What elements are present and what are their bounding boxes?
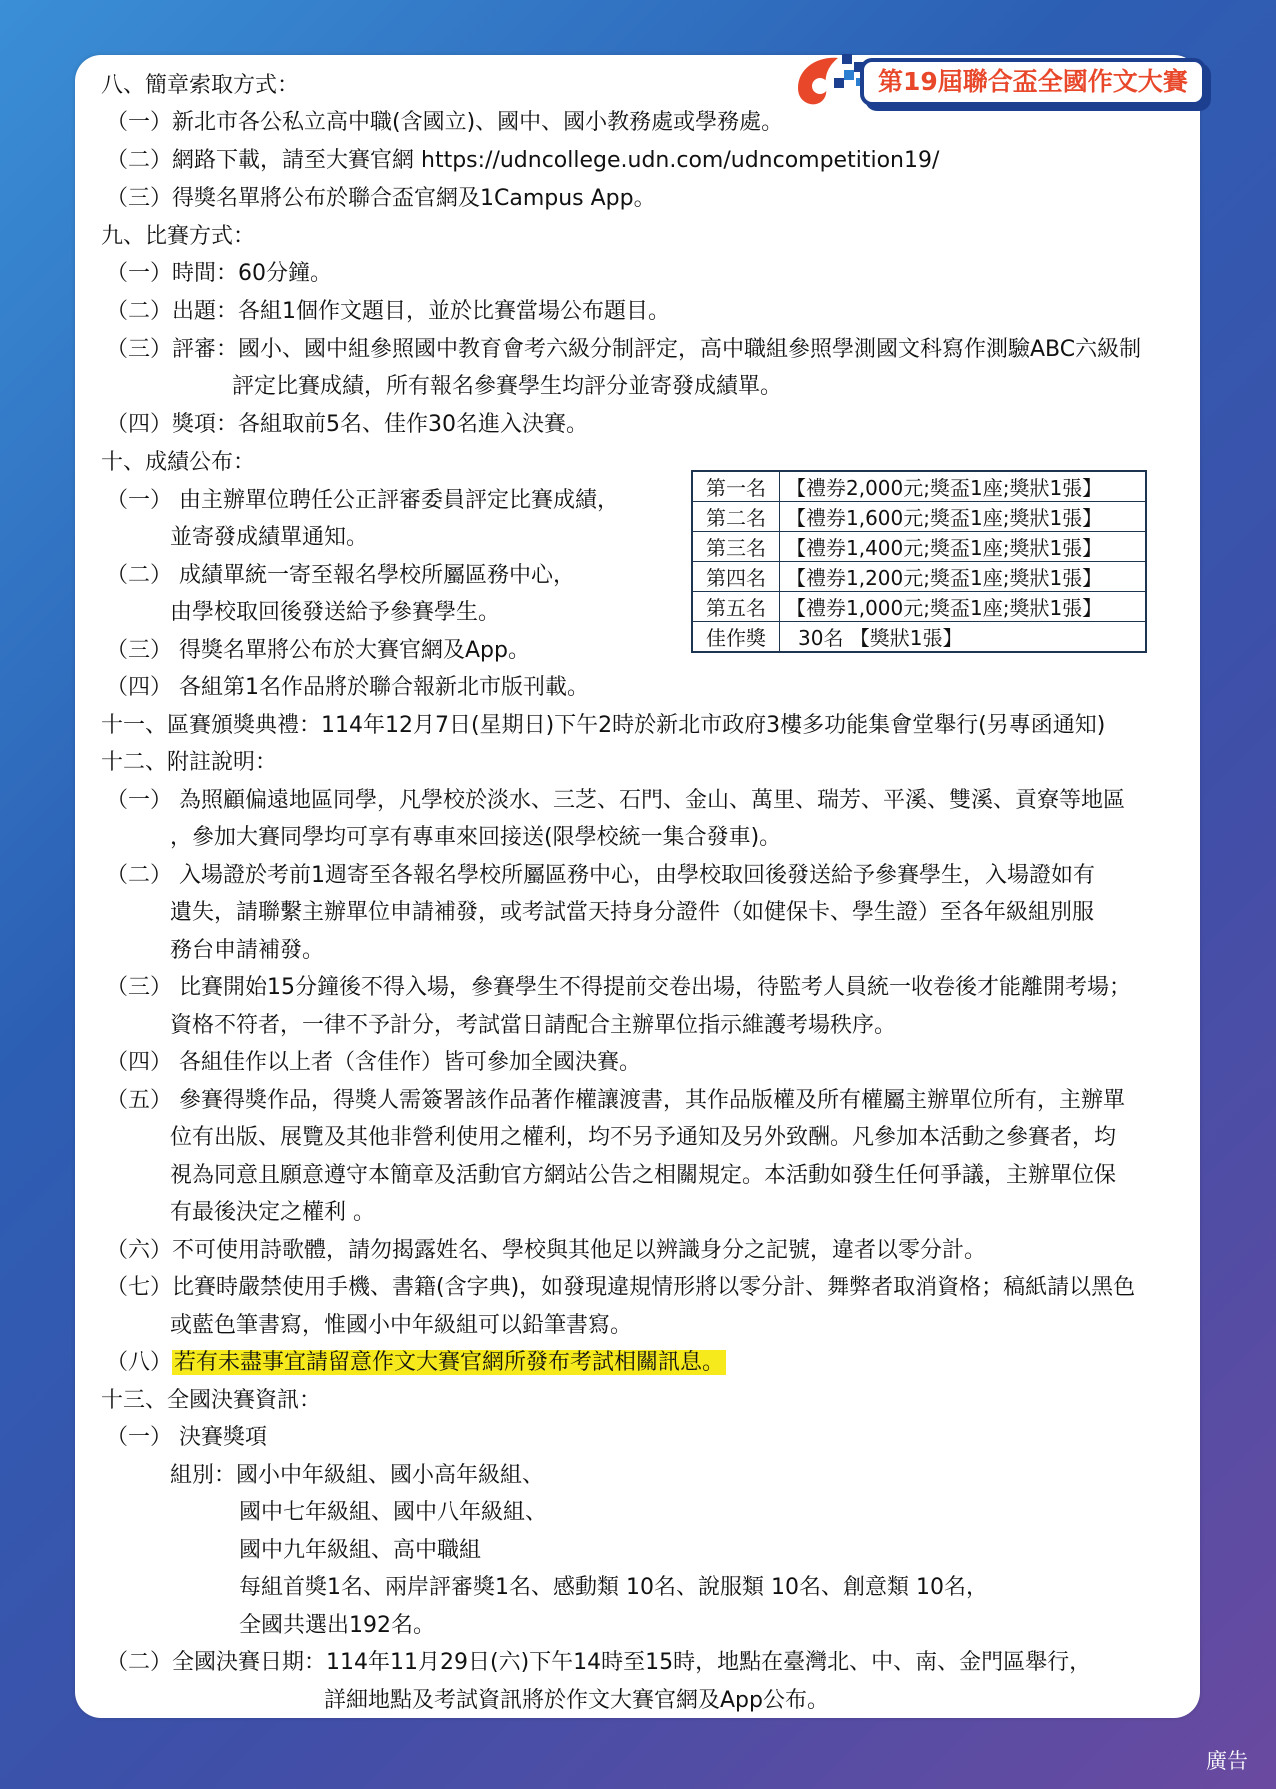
section-12-item-1-cont: ，參加大賽同學均可享有專車來回接送(限學校統一集合發車)。	[170, 825, 782, 850]
section-10-item-4: （四） 各組第1名作品將於聯合報新北市版刊載。	[106, 675, 589, 700]
table-row	[692, 471, 1146, 502]
section-12-heading: 十二、附註說明：	[101, 750, 278, 775]
section-10-item-1: （一） 由主辦單位聘任公正評審委員評定比賽成績，	[106, 488, 619, 513]
section-13-item-1: （一） 決賽獎項	[106, 1425, 267, 1450]
section-12-item-1: （一） 為照顧偏遠地區同學，凡學校於淡水、三芝、石門、金山、萬里、瑞芳、平溪、雙溪、貢寮等地區	[106, 788, 1125, 813]
final-prizes-line: 每組首獎1名、兩岸評審獎1名、感動類 10名、說服類 10名、創意類 10名，	[239, 1575, 988, 1600]
section-12-item-2: （二） 入場證於考前1週寄至各報名學校所屬區務中心，由學校取回後發送給予參賽學生，入場證如有	[106, 863, 1095, 888]
award-prize: 【禮券2,000元;獎盃1座;獎狀1張】	[780, 471, 1147, 502]
section-13-heading: 十三、全國決賽資訊：	[101, 1388, 322, 1413]
award-rank: 第三名	[692, 532, 780, 562]
award-rank: 第二名	[692, 502, 780, 532]
section-10-item-3: （三） 得獎名單將公布於大賽官網及App。	[106, 638, 530, 663]
table-row	[692, 562, 1146, 592]
award-prize: 【禮券1,200元;獎盃1座;獎狀1張】	[780, 562, 1147, 592]
award-prize: 【禮券1,600元;獎盃1座;獎狀1張】	[780, 502, 1147, 532]
section-8-item-2: （二）網路下載，請至大賽官網 https://udncollege.udn.com/udncompetition19/	[106, 148, 940, 173]
award-table	[691, 470, 1147, 653]
highlighted-notice: 若有未盡事宜請留意作文大賽官網所發布考試相關訊息。	[174, 1350, 725, 1375]
section-12-item-5-cont2: 視為同意且願意遵守本簡章及活動官方網站公告之相關規定。本活動如發生任何爭議，主辦單位保	[170, 1163, 1117, 1188]
section-9-item-1: （一）時間：60分鐘。	[106, 261, 332, 286]
section-9-item-4: （四）獎項：各組取前5名、佳作30名進入決賽。	[106, 412, 588, 437]
section-8-item-3: （三）得獎名單將公布於聯合盃官網及1Campus App。	[106, 186, 656, 211]
section-9-heading: 九、比賽方式：	[101, 224, 256, 249]
section-9-item-2: （二）出題：各組1個作文題目，並於比賽當場公布題目。	[106, 299, 670, 324]
section-12-item-5-cont1: 位有出版、展覽及其他非營利使用之權利，均不另予通知及另外致酬。凡參加本活動之參賽者，均	[170, 1125, 1117, 1150]
section-12-item-6: （六）不可使用詩歌體，請勿揭露姓名、學校與其他足以辨識身分之記號，違者以零分計。	[106, 1238, 987, 1263]
section-12-item-3: （三） 比賽開始15分鐘後不得入場，參賽學生不得提前交卷出場，待監考人員統一收卷後才能離開考場；	[106, 975, 1131, 1000]
section-12-item-5-cont3: 有最後決定之權利 。	[170, 1200, 375, 1225]
logo-title: 第19屆聯合盃全國作文大賽	[860, 58, 1206, 106]
final-groups-line-1: 組別：國小中年級組、國小高年級組、	[170, 1463, 545, 1488]
section-8-item-1: （一）新北市各公私立高中職(含國立)、國中、國小教務處或學務處。	[106, 110, 784, 135]
section-8-heading: 八、簡章索取方式：	[101, 73, 300, 98]
section-10-item-2-cont: 由學校取回後發送給予參賽學生。	[170, 600, 501, 625]
ad-label: 廣告	[1206, 1749, 1248, 1773]
award-rank: 第五名	[692, 592, 780, 622]
table-row	[692, 592, 1146, 622]
section-12-item-2-cont1: 遺失，請聯繫主辦單位申請補發，或考試當天持身分證件（如健保卡、學生證）至各年級組別服	[170, 900, 1095, 925]
section-9-item-3: （三）評審：國小、國中組參照國中教育會考六級分制評定，高中職組參照學測國文科寫作測驗ABC六級制	[106, 337, 1142, 362]
section-12-item-3-cont: 資格不符者，一律不予計分，考試當日請配合主辦單位指示維護考場秩序。	[170, 1013, 897, 1038]
section-12-item-4: （四） 各組佳作以上者（含佳作）皆可參加全國決賽。	[106, 1050, 641, 1075]
section-12-item-8	[106, 1348, 726, 1378]
section-13-item-2-cont: 詳細地點及考試資訊將於作文大賽官網及App公布。	[324, 1688, 829, 1713]
final-groups-line-2: 國中七年級組、國中八年級組、	[239, 1500, 548, 1525]
section-12-item-2-cont2: 務台申請補發。	[170, 938, 325, 963]
section-9-item-3-cont: 評定比賽成績，所有報名參賽學生均評分並寄發成績單。	[232, 374, 783, 399]
section-12-item-5: （五） 參賽得獎作品，得獎人需簽署該作品著作權讓渡書，其作品版權及所有權屬主辦單位所有，主辦單	[106, 1088, 1125, 1113]
section-10-heading: 十、成績公布：	[101, 450, 256, 475]
section-10-item-1-cont: 並寄發成績單通知。	[170, 525, 369, 550]
final-groups-line-3: 國中九年級組、高中職組	[239, 1538, 482, 1563]
award-rank: 第四名	[692, 562, 780, 592]
award-prize: 30名 【獎狀1張】	[780, 622, 1147, 653]
section-13-item-2: （二）全國決賽日期：114年11月29日(六)下午14時至15時，地點在臺灣北、中、南、金門區舉行，	[106, 1650, 1092, 1675]
section-12-item-7-cont: 或藍色筆書寫，惟國小中年級組可以鉛筆書寫。	[170, 1313, 633, 1338]
section-12-item-7: （七）比賽時嚴禁使用手機、書籍(含字典)，如發現違規情形將以零分計、舞弊者取消資格；稿紙請以黑色	[106, 1275, 1136, 1300]
award-prize: 【禮券1,400元;獎盃1座;獎狀1張】	[780, 532, 1147, 562]
table-row	[692, 532, 1146, 562]
table-row	[692, 622, 1146, 653]
award-prize: 【禮券1,000元;獎盃1座;獎狀1張】	[780, 592, 1147, 622]
award-rank: 第一名	[692, 471, 780, 502]
item-8-number: （八）	[106, 1350, 173, 1375]
award-rank: 佳作獎	[692, 622, 780, 653]
competition-logo	[790, 48, 1190, 110]
final-total-line: 全國共選出192名。	[239, 1613, 435, 1638]
section-10-item-2: （二） 成績單統一寄至報名學校所屬區務中心，	[106, 563, 575, 588]
section-11-ceremony: 十一、區賽頒獎典禮：114年12月7日(星期日)下午2時於新北市政府3樓多功能集會堂舉行(另專函通知)	[101, 713, 1106, 738]
table-row	[692, 502, 1146, 532]
